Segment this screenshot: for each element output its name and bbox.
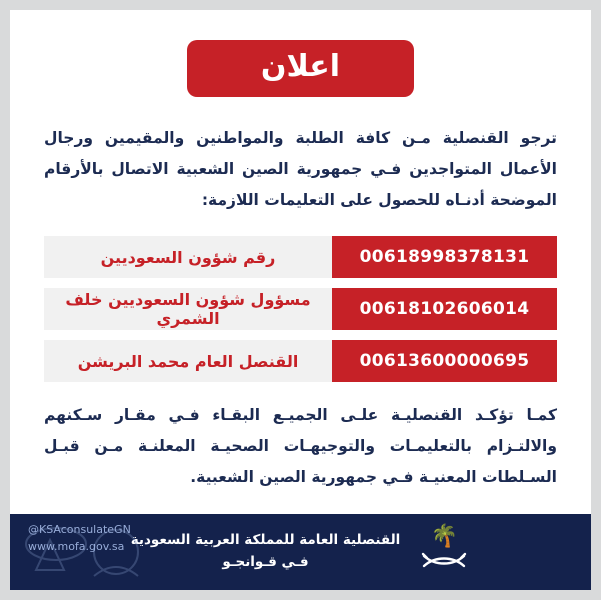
organization-location: فـي قـوانجـو	[222, 554, 309, 570]
announcement-poster	[10, 10, 591, 590]
social-handle[interactable]: @KSAconsulateGN	[28, 523, 131, 536]
contact-number: 00613600000695	[332, 340, 557, 382]
social-links	[28, 522, 131, 555]
list-item	[44, 288, 557, 330]
contact-label: مسؤول شؤون السعوديين خلف الشمري	[65, 290, 311, 328]
contact-number: 00618102606014	[332, 288, 557, 330]
palm-tree-icon: 🌴	[430, 524, 458, 549]
title-container	[44, 40, 557, 97]
list-item	[44, 340, 557, 382]
outro-paragraph: كمـا تؤكـد القنصليـة علـى الجميـع البقـاء فـي مقـار سـكنهم والالتـزام بالتعليمـات والتوجيهـات الصحيـة المعلنـة مـن قبـل السـلطات المعنيـة فـي جمهورية الصين الشعبية.	[44, 406, 557, 486]
list-item	[44, 236, 557, 278]
contact-number: 00618998378131	[332, 236, 557, 278]
saudi-emblem-icon	[418, 524, 470, 580]
crossed-swords-icon	[421, 550, 467, 576]
website-url[interactable]: www.mofa.gov.sa	[28, 539, 125, 553]
intro-paragraph: ترجو القنصلية مـن كافة الطلبة والمواطنين والمقيمين ورجال الأعمال المتواجدين فـي جمهورية الصين الشعبية الاتصال بالأرقام الموضحة أدنـاه للحصول على التعليمات اللازمة:	[44, 129, 557, 209]
contact-label: رقم شؤون السعوديين	[100, 247, 276, 267]
footer-identity	[131, 524, 471, 580]
page-title: اعلان	[187, 40, 414, 97]
contact-label: القنصل العام محمد البريشن	[77, 351, 299, 371]
contact-list	[44, 236, 557, 382]
poster-content	[10, 10, 591, 514]
poster-footer	[10, 514, 591, 590]
organization-name: القنصلية العامة للمملكة العربية السعودية	[130, 532, 401, 549]
footer-text-block	[131, 530, 401, 573]
